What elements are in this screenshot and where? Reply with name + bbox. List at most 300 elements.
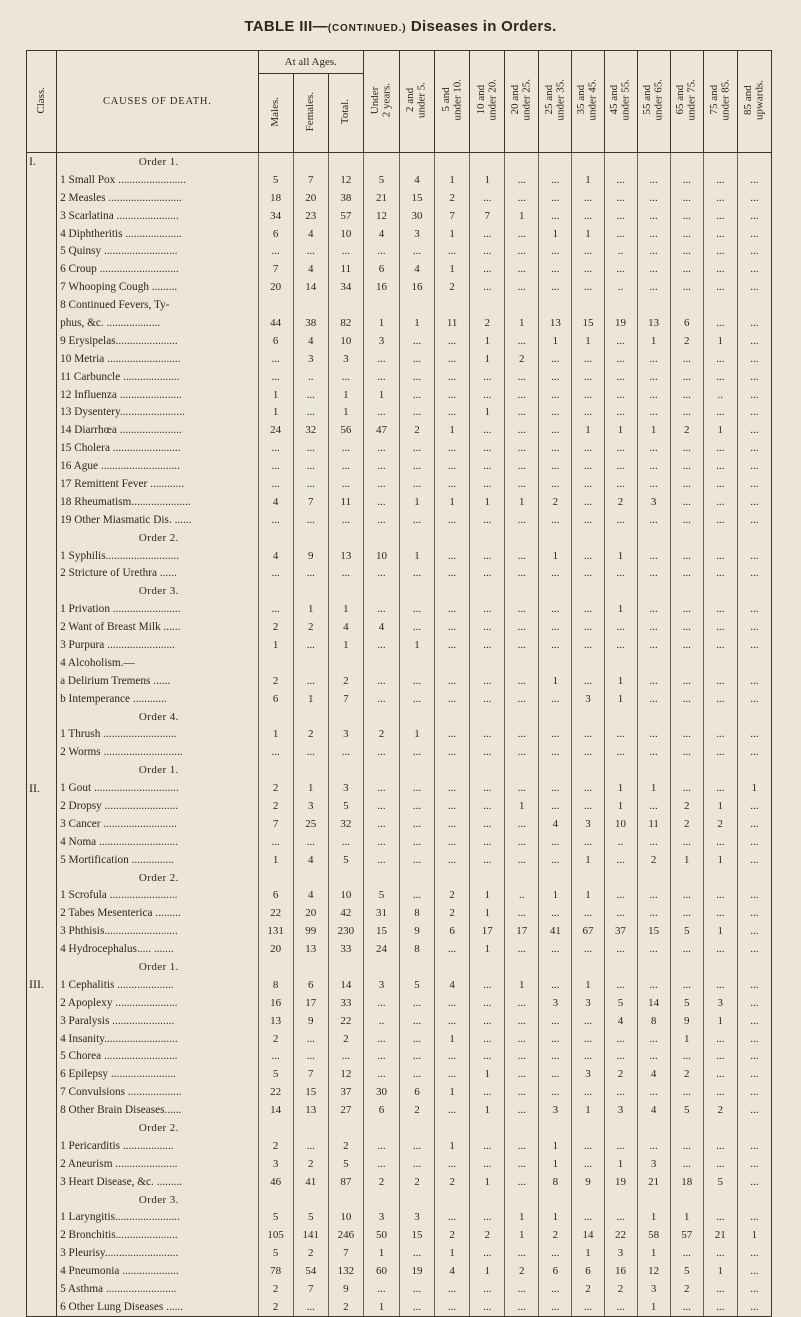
value-cell bbox=[670, 761, 703, 779]
value-cell: 1 bbox=[470, 403, 505, 421]
value-cell: 1 bbox=[604, 797, 637, 815]
value-cell: ... bbox=[363, 439, 399, 457]
value-cell: ... bbox=[737, 1012, 771, 1030]
value-cell bbox=[637, 958, 670, 976]
value-cell: ... bbox=[737, 1137, 771, 1155]
class-cell bbox=[27, 1030, 57, 1048]
value-cell: ... bbox=[470, 690, 505, 708]
value-cell: ... bbox=[505, 600, 539, 618]
value-cell: ... bbox=[703, 1280, 737, 1298]
value-cell: ... bbox=[670, 225, 703, 243]
value-cell: ... bbox=[737, 457, 771, 475]
value-cell: ... bbox=[399, 994, 434, 1012]
value-cell bbox=[363, 761, 399, 779]
class-cell bbox=[27, 1101, 57, 1119]
value-cell: .. bbox=[363, 1012, 399, 1030]
value-cell: 15 bbox=[293, 1083, 328, 1101]
value-cell: ... bbox=[258, 600, 293, 618]
cause-of-death: 1 Laryngitis....................... bbox=[57, 1209, 259, 1227]
value-cell: ... bbox=[572, 1137, 604, 1155]
value-cell bbox=[737, 761, 771, 779]
table-row bbox=[27, 368, 772, 386]
value-cell: ... bbox=[328, 242, 363, 260]
value-cell: ... bbox=[363, 690, 399, 708]
value-cell: 1 bbox=[293, 600, 328, 618]
value-cell: 9 bbox=[399, 922, 434, 940]
value-cell: ... bbox=[505, 421, 539, 439]
value-cell bbox=[703, 958, 737, 976]
value-cell: ... bbox=[670, 672, 703, 690]
value-cell: 37 bbox=[604, 922, 637, 940]
value-cell: ... bbox=[703, 887, 737, 905]
cause-of-death: 1 Syphilis.......................... bbox=[57, 547, 259, 565]
value-cell: .. bbox=[604, 278, 637, 296]
value-cell: 2 bbox=[399, 421, 434, 439]
class-cell bbox=[27, 242, 57, 260]
value-cell: ... bbox=[703, 439, 737, 457]
value-cell: 1 bbox=[505, 1226, 539, 1244]
value-cell: 2 bbox=[670, 797, 703, 815]
value-cell: ... bbox=[737, 1298, 771, 1316]
cause-of-death: 8 Continued Fevers, Ty- bbox=[57, 296, 259, 314]
value-cell: ... bbox=[604, 260, 637, 278]
value-cell: ... bbox=[470, 547, 505, 565]
value-cell bbox=[539, 761, 572, 779]
value-cell: ... bbox=[703, 475, 737, 493]
value-cell: ... bbox=[703, 672, 737, 690]
value-cell: 7 bbox=[328, 690, 363, 708]
value-cell: 6 bbox=[258, 225, 293, 243]
value-cell: ... bbox=[470, 1030, 505, 1048]
value-cell: 15 bbox=[363, 922, 399, 940]
cause-of-death: 2 Aneurism ...................... bbox=[57, 1155, 259, 1173]
value-cell: 4 bbox=[363, 618, 399, 636]
value-cell: ... bbox=[470, 564, 505, 582]
value-cell: 2 bbox=[670, 815, 703, 833]
value-cell: ... bbox=[399, 386, 434, 404]
value-cell: 4 bbox=[435, 976, 470, 994]
value-cell: ... bbox=[670, 564, 703, 582]
value-cell: 1 bbox=[539, 1209, 572, 1227]
value-cell: 1 bbox=[435, 1137, 470, 1155]
value-cell: ... bbox=[637, 1137, 670, 1155]
class-cell bbox=[27, 958, 57, 976]
value-cell: ... bbox=[703, 511, 737, 529]
value-cell bbox=[293, 654, 328, 672]
value-cell: 12 bbox=[328, 171, 363, 189]
value-cell bbox=[363, 529, 399, 547]
value-cell: ... bbox=[399, 439, 434, 457]
value-cell: 2 bbox=[258, 1137, 293, 1155]
value-cell: 6 bbox=[258, 332, 293, 350]
value-cell: ... bbox=[399, 403, 434, 421]
class-cell bbox=[27, 636, 57, 654]
value-cell: ... bbox=[670, 779, 703, 797]
class-cell bbox=[27, 1262, 57, 1280]
value-cell bbox=[539, 296, 572, 314]
value-cell: ... bbox=[737, 1065, 771, 1083]
value-cell: 13 bbox=[293, 940, 328, 958]
value-cell: ... bbox=[572, 439, 604, 457]
value-cell: ... bbox=[703, 1048, 737, 1066]
value-cell bbox=[470, 958, 505, 976]
age-column-header: 10 and under 20. bbox=[470, 51, 505, 153]
value-cell: 1 bbox=[703, 421, 737, 439]
value-cell: 82 bbox=[328, 314, 363, 332]
value-cell bbox=[572, 958, 604, 976]
value-cell bbox=[637, 869, 670, 887]
value-cell: 20 bbox=[293, 189, 328, 207]
value-cell: ... bbox=[539, 1083, 572, 1101]
value-cell: ... bbox=[470, 815, 505, 833]
value-cell bbox=[470, 1119, 505, 1137]
value-cell bbox=[328, 958, 363, 976]
value-cell: ... bbox=[637, 171, 670, 189]
age-column-header: 20 and under 25. bbox=[505, 51, 539, 153]
value-cell: ... bbox=[505, 1065, 539, 1083]
value-cell bbox=[539, 708, 572, 726]
value-cell: ... bbox=[363, 475, 399, 493]
value-cell: 1 bbox=[328, 636, 363, 654]
value-cell bbox=[328, 869, 363, 887]
value-cell: ... bbox=[435, 511, 470, 529]
value-cell: ... bbox=[539, 439, 572, 457]
value-cell: ... bbox=[637, 368, 670, 386]
value-cell: ... bbox=[604, 207, 637, 225]
value-cell: ... bbox=[399, 1137, 434, 1155]
value-cell: ... bbox=[670, 636, 703, 654]
value-cell: ... bbox=[470, 851, 505, 869]
class-cell: II. bbox=[27, 779, 57, 797]
cause-of-death: 13 Dysentery....................... bbox=[57, 403, 259, 421]
value-cell: 12 bbox=[328, 1065, 363, 1083]
value-cell: ... bbox=[737, 475, 771, 493]
value-cell bbox=[435, 869, 470, 887]
value-cell: ... bbox=[670, 511, 703, 529]
value-cell bbox=[363, 708, 399, 726]
cause-of-death: 4 Alcoholism.— bbox=[57, 654, 259, 672]
males-column-header: Males. bbox=[258, 74, 293, 153]
value-cell: ... bbox=[737, 976, 771, 994]
value-cell: 1 bbox=[363, 1244, 399, 1262]
cause-of-death: 2 Measles .......................... bbox=[57, 189, 259, 207]
value-cell: ... bbox=[258, 511, 293, 529]
cause-of-death: 1 Privation ........................ bbox=[57, 600, 259, 618]
value-cell: ... bbox=[737, 1101, 771, 1119]
value-cell bbox=[637, 761, 670, 779]
value-cell: 1 bbox=[435, 493, 470, 511]
class-cell bbox=[27, 1155, 57, 1173]
value-cell: 5 bbox=[258, 1209, 293, 1227]
table-row bbox=[27, 743, 772, 761]
value-cell: ... bbox=[435, 690, 470, 708]
value-cell bbox=[505, 529, 539, 547]
value-cell: 27 bbox=[328, 1101, 363, 1119]
value-cell: ... bbox=[328, 1048, 363, 1066]
value-cell: 16 bbox=[399, 278, 434, 296]
value-cell: 2 bbox=[435, 1226, 470, 1244]
value-cell: 2 bbox=[505, 1262, 539, 1280]
value-cell: 16 bbox=[258, 994, 293, 1012]
value-cell: ... bbox=[637, 403, 670, 421]
value-cell bbox=[670, 869, 703, 887]
total-column-header: Total. bbox=[328, 74, 363, 153]
value-cell: 2 bbox=[670, 1280, 703, 1298]
value-cell: ... bbox=[637, 475, 670, 493]
value-cell: 1 bbox=[435, 1244, 470, 1262]
value-cell bbox=[604, 529, 637, 547]
value-cell: 1 bbox=[435, 421, 470, 439]
value-cell: ... bbox=[505, 1298, 539, 1316]
value-cell: 30 bbox=[399, 207, 434, 225]
order-heading-row bbox=[27, 761, 772, 779]
value-cell: ... bbox=[505, 225, 539, 243]
value-cell: ... bbox=[572, 1083, 604, 1101]
value-cell bbox=[572, 869, 604, 887]
value-cell: 1 bbox=[539, 887, 572, 905]
value-cell: ... bbox=[572, 1048, 604, 1066]
value-cell: ... bbox=[572, 564, 604, 582]
value-cell: ... bbox=[670, 189, 703, 207]
value-cell: ... bbox=[399, 511, 434, 529]
value-cell bbox=[293, 153, 328, 171]
value-cell: ... bbox=[539, 743, 572, 761]
value-cell: ... bbox=[505, 242, 539, 260]
value-cell: ... bbox=[328, 833, 363, 851]
value-cell bbox=[604, 153, 637, 171]
value-cell bbox=[258, 296, 293, 314]
value-cell: 1 bbox=[539, 672, 572, 690]
value-cell: ... bbox=[737, 1280, 771, 1298]
value-cell: ... bbox=[604, 511, 637, 529]
value-cell: ... bbox=[470, 475, 505, 493]
value-cell bbox=[399, 654, 434, 672]
value-cell bbox=[505, 1119, 539, 1137]
value-cell: ... bbox=[670, 833, 703, 851]
value-cell: ... bbox=[505, 618, 539, 636]
value-cell bbox=[435, 1191, 470, 1209]
value-cell: ... bbox=[399, 851, 434, 869]
value-cell bbox=[637, 654, 670, 672]
value-cell: 2 bbox=[363, 1173, 399, 1191]
value-cell: ... bbox=[637, 1048, 670, 1066]
value-cell bbox=[703, 529, 737, 547]
value-cell: ... bbox=[539, 976, 572, 994]
table-row bbox=[27, 296, 772, 314]
value-cell: ... bbox=[604, 564, 637, 582]
value-cell: 1 bbox=[505, 1209, 539, 1227]
value-cell bbox=[572, 761, 604, 779]
value-cell: ... bbox=[670, 457, 703, 475]
value-cell: ... bbox=[399, 242, 434, 260]
value-cell: ... bbox=[435, 386, 470, 404]
value-cell: ... bbox=[572, 618, 604, 636]
value-cell: ... bbox=[539, 833, 572, 851]
value-cell: 5 bbox=[604, 994, 637, 1012]
value-cell: 3 bbox=[604, 1101, 637, 1119]
value-cell bbox=[737, 869, 771, 887]
value-cell: ... bbox=[505, 511, 539, 529]
value-cell: 1 bbox=[572, 171, 604, 189]
value-cell: ... bbox=[399, 457, 434, 475]
value-cell: ... bbox=[399, 618, 434, 636]
value-cell bbox=[363, 153, 399, 171]
value-cell: 5 bbox=[328, 797, 363, 815]
value-cell: 42 bbox=[328, 904, 363, 922]
class-cell bbox=[27, 1048, 57, 1066]
value-cell: ... bbox=[435, 600, 470, 618]
order-heading-row bbox=[27, 153, 772, 171]
table-row bbox=[27, 797, 772, 815]
value-cell: .. bbox=[505, 887, 539, 905]
value-cell: ... bbox=[258, 833, 293, 851]
females-column-header: Females. bbox=[293, 74, 328, 153]
value-cell: 5 bbox=[670, 1262, 703, 1280]
value-cell bbox=[703, 654, 737, 672]
value-cell: ... bbox=[670, 690, 703, 708]
value-cell: ... bbox=[604, 1298, 637, 1316]
value-cell: 14 bbox=[328, 976, 363, 994]
order-heading: Order 1. bbox=[57, 153, 259, 171]
table-row bbox=[27, 636, 772, 654]
value-cell: 31 bbox=[363, 904, 399, 922]
value-cell bbox=[539, 958, 572, 976]
value-cell: 2 bbox=[435, 278, 470, 296]
value-cell: 1 bbox=[604, 690, 637, 708]
value-cell: ... bbox=[670, 1298, 703, 1316]
class-cell bbox=[27, 493, 57, 511]
value-cell: 1 bbox=[399, 547, 434, 565]
table-row bbox=[27, 260, 772, 278]
value-cell: ... bbox=[470, 1048, 505, 1066]
value-cell: ... bbox=[703, 636, 737, 654]
value-cell: ... bbox=[703, 403, 737, 421]
value-cell bbox=[572, 582, 604, 600]
cause-of-death: 6 Other Lung Diseases ...... bbox=[57, 1298, 259, 1316]
value-cell: ... bbox=[670, 940, 703, 958]
value-cell: 1 bbox=[328, 600, 363, 618]
value-cell: 3 bbox=[328, 350, 363, 368]
value-cell: ... bbox=[539, 368, 572, 386]
value-cell: ... bbox=[328, 439, 363, 457]
value-cell bbox=[604, 761, 637, 779]
value-cell: 4 bbox=[293, 260, 328, 278]
value-cell: ... bbox=[435, 332, 470, 350]
value-cell: ... bbox=[539, 1298, 572, 1316]
value-cell: 230 bbox=[328, 922, 363, 940]
value-cell: 11 bbox=[435, 314, 470, 332]
value-cell: 87 bbox=[328, 1173, 363, 1191]
value-cell bbox=[737, 654, 771, 672]
cause-of-death: 6 Croup ............................ bbox=[57, 260, 259, 278]
value-cell: ... bbox=[737, 618, 771, 636]
value-cell: 4 bbox=[435, 1262, 470, 1280]
value-cell bbox=[703, 296, 737, 314]
value-cell: 10 bbox=[363, 547, 399, 565]
table-row bbox=[27, 242, 772, 260]
value-cell: 5 bbox=[293, 1209, 328, 1227]
value-cell: ... bbox=[505, 1173, 539, 1191]
value-cell: ... bbox=[293, 564, 328, 582]
value-cell: 4 bbox=[637, 1065, 670, 1083]
table-row bbox=[27, 994, 772, 1012]
order-heading: Order 2. bbox=[57, 529, 259, 547]
value-cell: 2 bbox=[505, 350, 539, 368]
value-cell: ... bbox=[637, 833, 670, 851]
table-row bbox=[27, 672, 772, 690]
value-cell: 3 bbox=[637, 493, 670, 511]
value-cell: 8 bbox=[258, 976, 293, 994]
value-cell: 6 bbox=[258, 690, 293, 708]
value-cell: ... bbox=[737, 743, 771, 761]
value-cell: 9 bbox=[293, 1012, 328, 1030]
value-cell: ... bbox=[637, 940, 670, 958]
value-cell: 3 bbox=[363, 332, 399, 350]
value-cell: 2 bbox=[258, 779, 293, 797]
value-cell bbox=[399, 529, 434, 547]
value-cell: ... bbox=[470, 189, 505, 207]
cause-of-death: 11 Carbuncle .................... bbox=[57, 368, 259, 386]
value-cell: ... bbox=[703, 1298, 737, 1316]
value-cell bbox=[258, 869, 293, 887]
value-cell: ... bbox=[737, 386, 771, 404]
value-cell: ... bbox=[363, 833, 399, 851]
value-cell: 13 bbox=[293, 1101, 328, 1119]
value-cell: ... bbox=[637, 511, 670, 529]
value-cell: 246 bbox=[328, 1226, 363, 1244]
value-cell: ... bbox=[399, 1048, 434, 1066]
value-cell: 20 bbox=[258, 278, 293, 296]
value-cell: 18 bbox=[258, 189, 293, 207]
value-cell bbox=[670, 708, 703, 726]
value-cell: 19 bbox=[604, 1173, 637, 1191]
value-cell: 57 bbox=[670, 1226, 703, 1244]
value-cell: ... bbox=[470, 743, 505, 761]
value-cell: ... bbox=[435, 1101, 470, 1119]
value-cell: 3 bbox=[637, 1155, 670, 1173]
cause-of-death: 2 Want of Breast Milk ...... bbox=[57, 618, 259, 636]
value-cell: ... bbox=[637, 260, 670, 278]
value-cell: ... bbox=[637, 1030, 670, 1048]
value-cell bbox=[258, 958, 293, 976]
value-cell: 2 bbox=[637, 851, 670, 869]
order-heading-row bbox=[27, 708, 772, 726]
value-cell: 1 bbox=[505, 207, 539, 225]
value-cell: ... bbox=[572, 797, 604, 815]
value-cell: ... bbox=[703, 368, 737, 386]
value-cell: 7 bbox=[435, 207, 470, 225]
value-cell: ... bbox=[470, 1244, 505, 1262]
value-cell: ... bbox=[703, 564, 737, 582]
value-cell: 30 bbox=[363, 1083, 399, 1101]
value-cell: 1 bbox=[363, 314, 399, 332]
class-cell bbox=[27, 278, 57, 296]
value-cell: ... bbox=[505, 1244, 539, 1262]
cause-of-death: 2 Apoplexy ...................... bbox=[57, 994, 259, 1012]
value-cell bbox=[293, 582, 328, 600]
value-cell: 34 bbox=[328, 278, 363, 296]
value-cell: ... bbox=[703, 690, 737, 708]
value-cell bbox=[435, 1119, 470, 1137]
value-cell: 33 bbox=[328, 994, 363, 1012]
value-cell: 1 bbox=[539, 225, 572, 243]
value-cell: ... bbox=[604, 851, 637, 869]
value-cell bbox=[363, 654, 399, 672]
value-cell: 3 bbox=[399, 225, 434, 243]
cause-of-death: 3 Cancer .......................... bbox=[57, 815, 259, 833]
value-cell: ... bbox=[604, 171, 637, 189]
value-cell: ... bbox=[293, 1298, 328, 1316]
